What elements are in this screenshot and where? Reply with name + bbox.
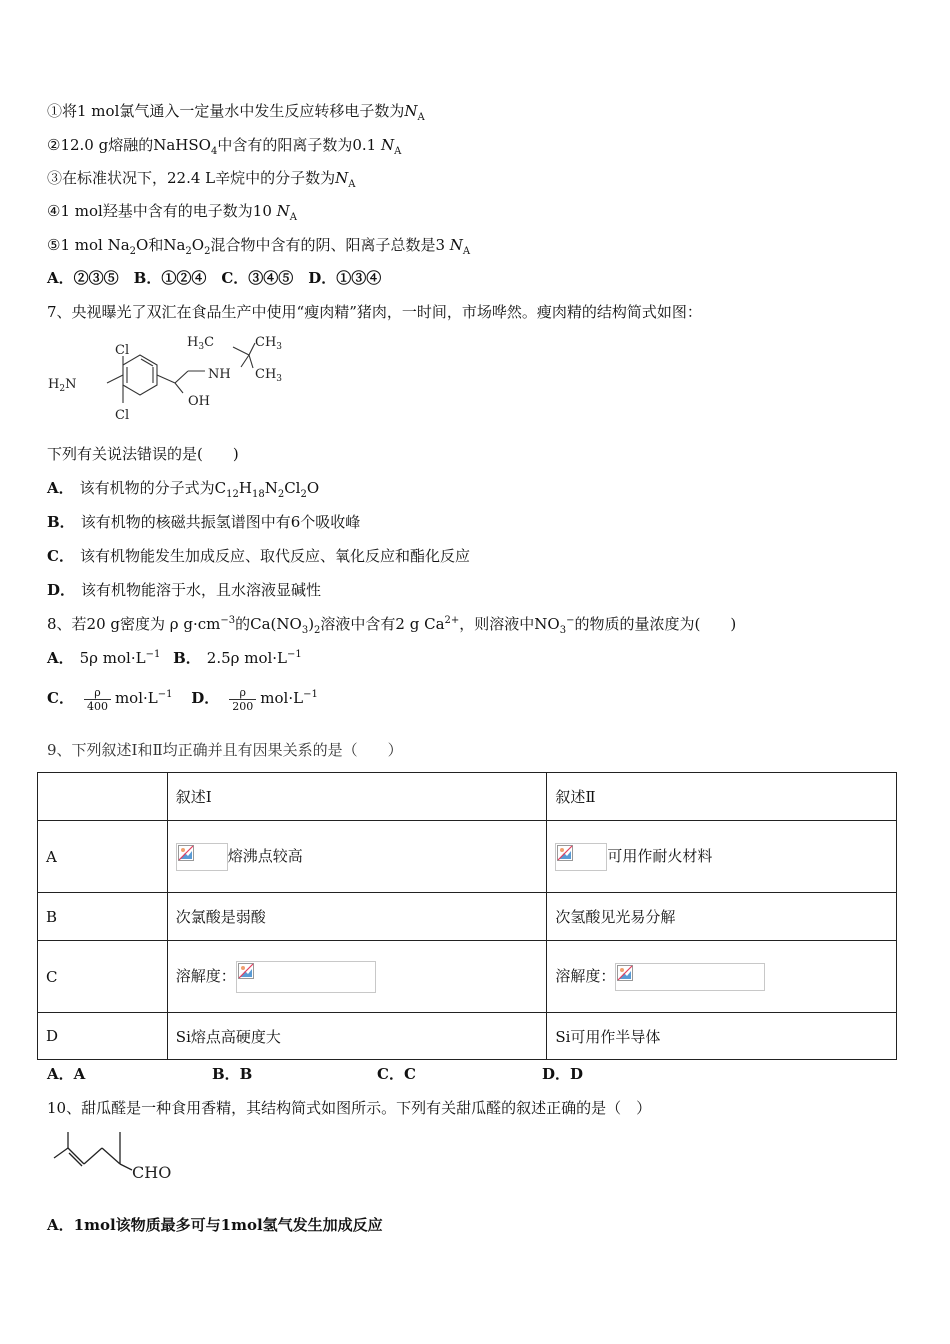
q10-stem: 10、甜瓜醛是一种食用香精，其结构简式如图所示。下列有关甜瓜醛的叙述正确的是（ ） — [47, 1099, 652, 1117]
table-header-row: 叙述Ⅰ 叙述Ⅱ — [38, 773, 897, 821]
table-row: D Si熔点高硬度大 Si可用作半导体 — [38, 1013, 897, 1060]
struct-cl-bottom: Cl — [115, 408, 130, 423]
statement-5: ⑤1 mol $Na_2O$和$Na_2O_2$混合物中含有的阴、阳离子总数是3 $N_A$ — [47, 236, 471, 257]
table-row: B 次氯酸是弱酸 次氢酸见光易分解 — [38, 893, 897, 941]
q10-option-a: A．1mol该物质最多可与1mol氢气发生加成反应 — [47, 1216, 383, 1234]
q9-table — [37, 772, 897, 1060]
melonal-structure — [50, 1126, 180, 1184]
struct-cl-top: Cl — [115, 343, 130, 358]
table-row: A 熔沸点较高 可用作耐火材料 — [38, 821, 897, 893]
struct-nh: NH — [208, 367, 231, 382]
q7-question: 下列有关说法错误的是( ) — [47, 445, 239, 463]
q8-options-ab: A． 5ρ $mol\cdot L^{-1}$ B． 2.5ρ $mol\cdot L^{-1}$ — [47, 649, 302, 667]
q8-stem: 8、若20 g密度为 ρ $g\cdot cm^{-3}$的$Ca(NO_3)_2$溶液中含有2 g $Ca^{2+}$，则溶液中$NO_3^-$的物质的量浓度为( ) — [47, 615, 737, 636]
struct-ch3-top: $CH_3$ — [255, 335, 283, 352]
statement-3: ③在标准状况下，22.4 L辛烷中的分子数为$N_A$ — [47, 169, 356, 190]
q7-option-d: D． 该有机物能溶于水，且水溶液显碱性 — [47, 581, 322, 599]
fraction-c: $\frac{\rho}{400}$ — [84, 686, 111, 713]
fraction-d: $\frac{\rho}{200}$ — [229, 686, 256, 713]
struct-ch3-right: $CH_3$ — [255, 367, 283, 384]
q7-option-a: A． 该有机物的分子式为$C_{12}H_{18}N_2Cl_2O$ — [47, 479, 320, 500]
struct-h2n: $H_2N$ — [48, 377, 77, 394]
statement-1: ①将1 mol氯气通入一定量水中发生反应转移电子数为$N_A$ — [47, 102, 425, 123]
broken-image-icon — [555, 843, 607, 871]
broken-image-icon — [615, 963, 765, 991]
q7-stem: 7、央视曝光了双汇在食品生产中使用“瘦肉精”猪肉，一时间，市场哗然。瘦肉精的结构简式如图： — [47, 303, 702, 321]
q9-options: A．A B．B C．C D．D — [47, 1065, 584, 1083]
q7-option-b: B． 该有机物的核磁共振氢谱图中有6个吸收峰 — [47, 513, 361, 531]
table-row: C 溶解度： 溶解度： — [38, 941, 897, 1013]
struct-oh: OH — [188, 394, 210, 409]
struct-cho: CHO — [132, 1163, 172, 1182]
q6-options: A．②③⑤ B．①②④ C．③④⑤ D．①③④ — [47, 269, 382, 287]
q9-stem: 9、下列叙述Ⅰ和Ⅱ均正确并且有因果关系的是（ ） — [47, 741, 403, 759]
struct-h3c: $H_3C$ — [187, 335, 215, 352]
clenbuterol-structure — [45, 333, 305, 425]
statement-2: ②12.0 g熔融的NaHSO$_4$中含有的阳离子数为0.1 $N_A$ — [47, 136, 402, 157]
q8-options-cd: C． $\frac{\rho}{400}$ $mol\cdot L^{-1}$ D． $\frac{\rho}{200}$ $mol\cdot L^{-1}$ — [47, 685, 318, 713]
q7-option-c: C． 该有机物能发生加成反应、取代反应、氧化反应和酯化反应 — [47, 547, 470, 565]
statement-4: ④1 mol羟基中含有的电子数为10 $N_A$ — [47, 202, 298, 223]
broken-image-icon — [236, 961, 376, 993]
broken-image-icon — [176, 843, 228, 871]
